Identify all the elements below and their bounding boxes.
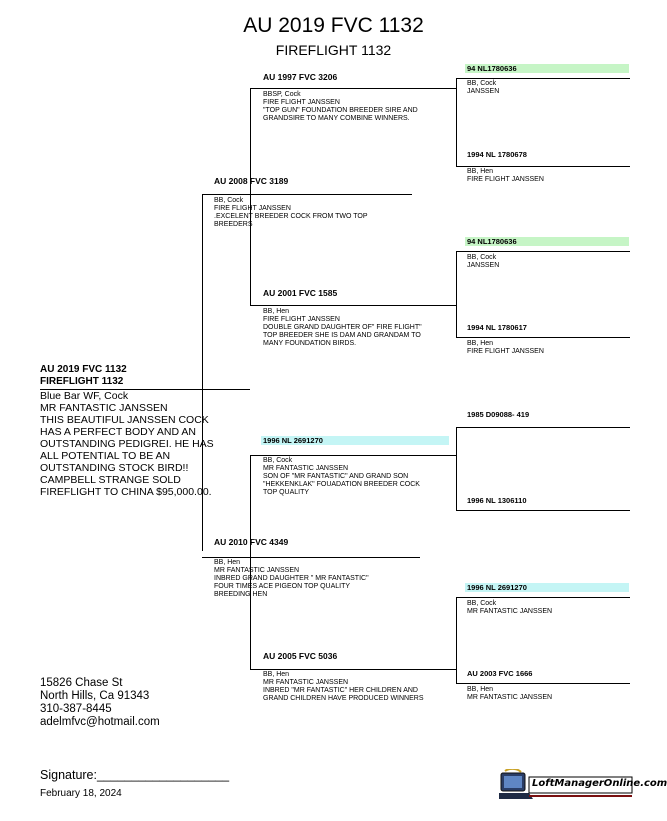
- gen3-line-4: [456, 337, 630, 338]
- contact-phone: 310-387-8445: [40, 703, 112, 715]
- subject-id: AU 2019 FVC 1132: [40, 364, 127, 375]
- gen3-line-2: [456, 166, 630, 167]
- contact-email[interactable]: adelmfvc@hotmail.com: [40, 716, 160, 728]
- gen3-connector-3: [456, 427, 457, 510]
- ss-line: [250, 88, 456, 89]
- gen3-connector-1: [456, 78, 457, 166]
- gen2-connector-lower: [250, 455, 251, 669]
- contact-street: 15826 Chase St: [40, 677, 123, 689]
- gen3-connector-2: [456, 251, 457, 337]
- gen3-desc-2: BB, Hen FIRE FLIGHT JANSSEN: [467, 168, 544, 183]
- logo-text: LoftManagerOnline.com: [532, 778, 667, 789]
- gen3-line-6: [456, 510, 630, 511]
- page-subtitle: FIREFLIGHT 1132: [275, 42, 392, 58]
- gen3-connector-4: [456, 597, 457, 683]
- gen3-id-1: 94 NL1780636: [465, 64, 629, 73]
- page-title: AU 2019 FVC 1132: [243, 14, 424, 37]
- gen3-desc-1: BB, Cock JANSSEN: [467, 80, 500, 95]
- print-date: February 18, 2024: [40, 788, 122, 799]
- ds-id: 1996 NL 2691270: [261, 436, 449, 445]
- dam-desc: BB, Hen MR FANTASTIC JANSSEN INBRED GRAND DAUGHTER " MR FANTASTIC" FOUR TIMES ACE PIGEON TOP QUALITY BREEDING HEN: [214, 559, 369, 598]
- gen3-id-2: 1994 NL 1780678: [467, 150, 527, 159]
- gen3-id-5: 1985 D09088- 419: [467, 410, 530, 419]
- gen3-id-3: 94 NL1780636: [465, 237, 629, 246]
- gen3-id-8: AU 2003 FVC 1666: [467, 669, 533, 678]
- sire-line: [202, 194, 412, 195]
- gen3-line-7: [456, 597, 630, 598]
- gen3-desc-8: BB, Hen MR FANTASTIC JANSSEN: [467, 686, 553, 701]
- gen3-id-6: 1996 NL 1306110: [467, 496, 527, 505]
- ss-desc: BBSP, Cock FIRE FLIGHT JANSSEN "TOP GUN" FOUNDATION BREEDER SIRE AND GRANDSIRE TO MANY COMBINE WINNERS.: [263, 91, 418, 122]
- gen3-line-8: [456, 683, 630, 684]
- sd-line: [250, 305, 456, 306]
- gen3-id-7: 1996 NL 2691270: [465, 583, 629, 592]
- gen3-id-4: 1994 NL 1780617: [467, 323, 527, 332]
- dam-id: AU 2010 FVC 4349: [214, 537, 289, 547]
- signature-line: Signature:___________________: [40, 768, 230, 782]
- subject-name: FIREFLIGHT 1132: [40, 376, 124, 387]
- gen2-connector-upper: [250, 88, 251, 305]
- contact-city: North Hills, Ca 91343: [40, 690, 150, 702]
- ds-line: [250, 455, 456, 456]
- sire-id: AU 2008 FVC 3189: [214, 176, 289, 186]
- sire-desc: BB, Cock FIRE FLIGHT JANSSEN .EXCELENT BREEDER COCK FROM TWO TOP BREEDERS: [214, 197, 368, 228]
- sd-id: AU 2001 FVC 1585: [263, 288, 338, 298]
- logo: [499, 769, 667, 803]
- gen3-line-1: [456, 78, 630, 79]
- dd-desc: BB, Hen MR FANTASTIC JANSSEN INBRED "MR FANTASTIC" HER CHILDREN AND GRAND CHILDREN HAVE PRODUCED WINNERS: [263, 671, 424, 702]
- subject-desc: Blue Bar WF, Cock MR FANTASTIC JANSSEN THIS BEAUTIFUL JANSSEN COCK HAS A PERFECT BODY AND AN OUTSTANDING PEDIGREI. HE HAS ALL POTENTIAL TO BE AN OUTSTANDING STOCK BIRD!! CAMPBELL STRANGE SOLD FIREFLIGHT TO CHINA $95,000.00.: [40, 390, 214, 498]
- contact-block: [40, 677, 230, 729]
- gen3-desc-4: BB, Hen FIRE FLIGHT JANSSEN: [467, 340, 544, 355]
- dam-line: [202, 557, 420, 558]
- ss-id: AU 1997 FVC 3206: [263, 72, 338, 82]
- sd-desc: BB, Hen FIRE FLIGHT JANSSEN DOUBLE GRAND DAUGHTER OF" FIRE FLIGHT" TOP BREEDER SHE IS DAM AND GRANDAM TO MANY FOUNDATION BIRDS.: [263, 308, 422, 347]
- gen3-line-5: [456, 427, 630, 428]
- gen1-connector: [202, 194, 203, 551]
- dd-line: [250, 669, 456, 670]
- gen3-line-3: [456, 251, 630, 252]
- ds-desc: BB, Cock MR FANTASTIC JANSSEN SON OF "MR FANTASTIC" AND GRAND SON "HEKKENKLAK" FOUADATION BREEDER COCK TOP QUALITY: [263, 457, 420, 496]
- gen3-desc-3: BB, Cock JANSSEN: [467, 254, 500, 269]
- dd-id: AU 2005 FVC 5036: [263, 651, 338, 661]
- gen3-desc-7: BB, Cock MR FANTASTIC JANSSEN: [467, 600, 553, 615]
